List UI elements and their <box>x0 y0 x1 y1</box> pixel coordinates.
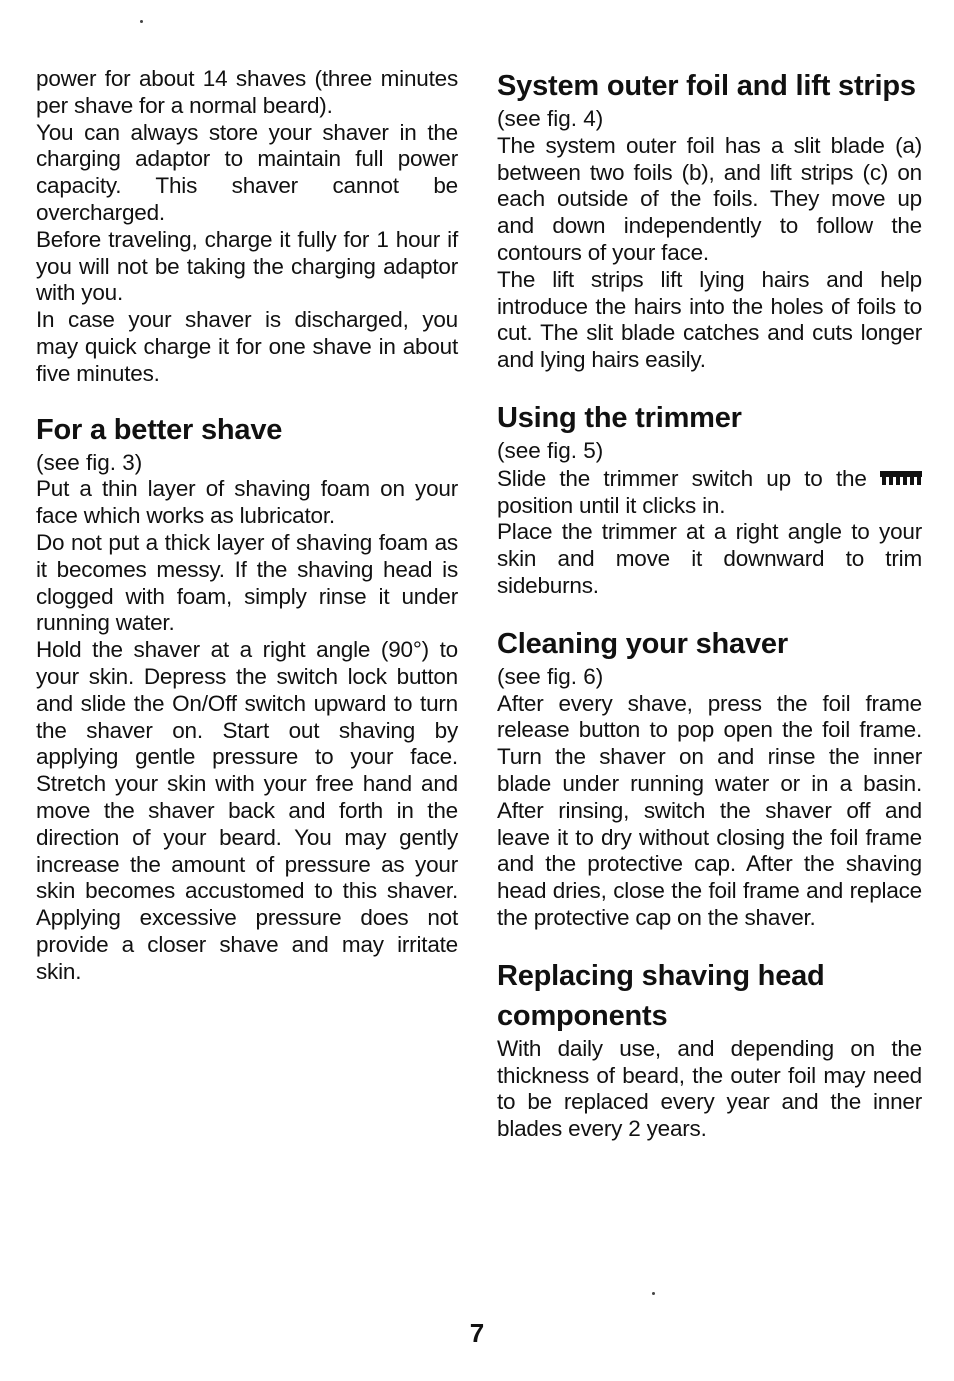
figure-reference: (see fig. 5) <box>497 437 604 463</box>
intro-section <box>36 66 458 388</box>
figure-reference: (see fig. 3) <box>36 449 143 475</box>
section-paragraph: Do not put a thick layer of shaving foam as it becomes messy. If the shaving head is clogged with foam, simply rinse it under running water. <box>36 529 458 636</box>
intro-paragraph: You can always store your shaver in the charging adaptor to maintain full power capacity. This shaver cannot be overcharged. <box>36 119 458 225</box>
section-paragraph: After every shave, press the foil frame release button to pop open the foil frame. Turn the shaver on and rinse the inner blade under running water or in a basin. After rinsing, switch the shaver off and leave it to dry without closing the foil frame and the protective cap. After the shaving head dries, close the foil frame and replace the protective cap on the shaver. <box>497 690 922 930</box>
section-heading: Cleaning your shaver <box>497 627 788 660</box>
section-paragraph: The system outer foil has a slit blade (a) between two foils (b), and lift strips (c) on each outside of the foils. They move up and down independently to follow the contours of your face. <box>497 132 922 265</box>
trimmer-symbol-icon <box>880 465 922 479</box>
print-speck-top <box>140 20 143 23</box>
intro-paragraph: Before traveling, charge it fully for 1 hour if you will not be taking the charging adaptor with you. <box>36 226 458 306</box>
right-column <box>497 66 922 1143</box>
intro-paragraph: In case your shaver is discharged, you may quick charge it for one shave in about five minutes. <box>36 307 458 386</box>
replacing-section <box>497 956 922 1143</box>
section-paragraph: With daily use, and depending on the thickness of beard, the outer foil may need to be replaced every year and the inner blades every 2 years. <box>497 1035 922 1142</box>
section-heading: Replacing shaving head components <box>497 959 825 1032</box>
figure-reference: (see fig. 4) <box>497 106 604 131</box>
section-paragraph: Place the trimmer at a right angle to your skin and move it downward to trim sideburns. <box>497 519 922 598</box>
left-column <box>36 66 458 986</box>
section-heading: Using the trimmer <box>497 401 742 434</box>
cleaning-section <box>497 624 922 932</box>
trimmer-section <box>497 398 922 600</box>
page-number: 7 <box>469 1318 485 1348</box>
section-heading: System outer foil and lift strips <box>497 70 916 102</box>
better-shave-section <box>36 410 458 986</box>
figure-reference: (see fig. 6) <box>497 663 604 689</box>
section-paragraph: Put a thin layer of shaving foam on your face which works as lubricator. <box>36 476 458 529</box>
print-speck-bottom <box>652 1292 655 1295</box>
trimmer-instruction-end: position until it clicks in. <box>497 492 726 518</box>
section-paragraph: Hold the shaver at a right angle (90°) to your skin. Depress the switch lock button and slide the On/Off switch upward to turn the shaver on. Start out shaving by applying gentle pressure to your face. Stretch your skin with your free hand and move the shaver back and forth in the direction of your beard. You may gently increase the amount of pressure as your skin becomes accustomed to this shaver. Applying excessive pressure does not provide a closer shave and may irritate skin. <box>36 637 458 984</box>
trimmer-instruction-start: Slide the trimmer switch up to the <box>497 465 867 491</box>
intro-paragraph: power for about 14 shaves (three minutes per shave for a normal beard). <box>36 66 458 118</box>
section-paragraph: The lift strips lift lying hairs and help introduce the hairs into the holes of foils to cut. The slit blade catches and cuts longer and lying hairs easily. <box>497 266 922 373</box>
trimmer-instruction <box>497 465 922 520</box>
section-heading: For a better shave <box>36 413 283 446</box>
outer-foil-section <box>497 66 922 374</box>
